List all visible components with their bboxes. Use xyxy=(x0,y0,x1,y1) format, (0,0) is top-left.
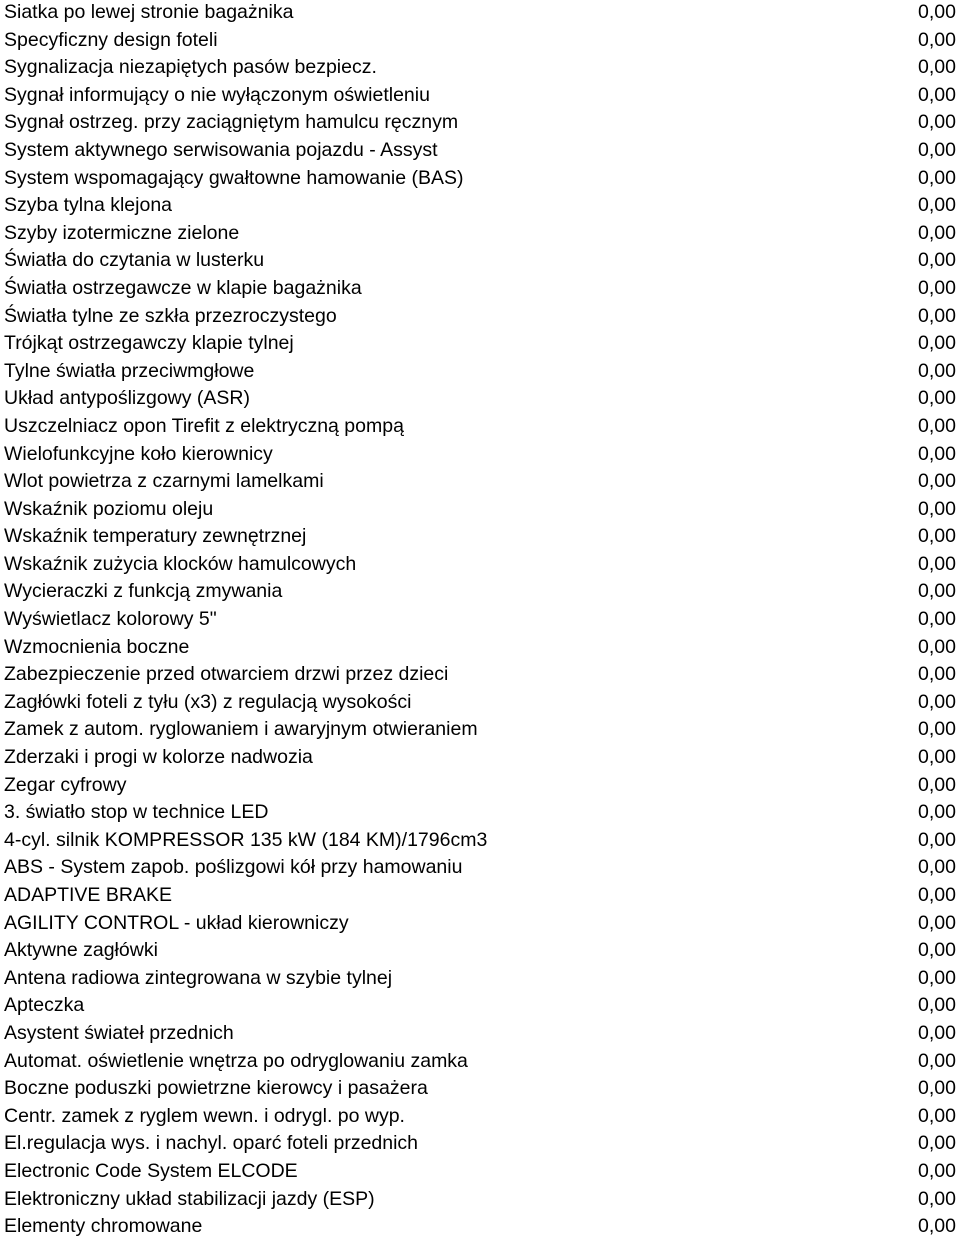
item-label: Siatka po lewej stronie bagażnika xyxy=(4,1,294,23)
item-price: 0,00 xyxy=(918,718,956,741)
item-label: Tylne światła przeciwmgłowe xyxy=(4,359,255,382)
item-label: Zagłówki foteli z tyłu (x3) z regulacją wysokości xyxy=(4,690,412,713)
item-label: Wielofunkcyjne koło kierownicy xyxy=(4,442,273,465)
item-price: 0,00 xyxy=(918,414,956,437)
item-price: 0,00 xyxy=(918,690,956,713)
list-item xyxy=(0,911,960,939)
list-item xyxy=(0,662,960,690)
list-item xyxy=(0,55,960,83)
list-item xyxy=(0,552,960,580)
item-price: 0,00 xyxy=(918,1049,956,1072)
item-label: Szyba tylna klejona xyxy=(4,194,173,217)
list-item xyxy=(0,773,960,801)
item-label: Światła do czytania w lusterku xyxy=(4,249,265,272)
item-price: 0,00 xyxy=(918,111,956,134)
list-item xyxy=(0,0,960,28)
item-label: Wskaźnik poziomu oleju xyxy=(4,497,214,520)
item-label: Elementy chromowane xyxy=(4,1215,203,1238)
item-label: Aktywne zagłówki xyxy=(4,939,158,962)
list-item xyxy=(0,828,960,856)
item-label: Electronic Code System ELCODE xyxy=(4,1159,298,1182)
list-item xyxy=(0,28,960,56)
item-price: 0,00 xyxy=(918,1104,956,1127)
list-item xyxy=(0,442,960,470)
item-price: 0,00 xyxy=(918,608,956,631)
item-price: 0,00 xyxy=(918,773,956,796)
item-price: 0,00 xyxy=(918,1215,956,1238)
item-label: El.regulacja wys. i nachyl. oparć foteli przednich xyxy=(4,1132,419,1155)
item-price: 0,00 xyxy=(918,552,956,575)
item-label: Układ antypoślizgowy (ASR) xyxy=(4,387,251,410)
list-item xyxy=(0,497,960,525)
list-item xyxy=(0,690,960,718)
item-price: 0,00 xyxy=(918,663,956,686)
item-label: Światła ostrzegawcze w klapie bagażnika xyxy=(4,276,362,299)
item-price: 0,00 xyxy=(918,56,956,79)
list-item xyxy=(0,248,960,276)
list-item xyxy=(0,966,960,994)
item-label: Wlot powietrza z czarnymi lamelkami xyxy=(4,470,324,493)
item-price: 0,00 xyxy=(918,359,956,382)
item-price: 0,00 xyxy=(918,856,956,879)
item-label: System wspomagający gwałtowne hamowanie (BAS) xyxy=(4,166,464,189)
item-label: Boczne poduszki powietrzne kierowcy i pasażera xyxy=(4,1077,428,1100)
item-label: Wskaźnik zużycia klocków hamulcowych xyxy=(4,552,357,575)
item-label: Asystent świateł przednich xyxy=(4,1021,234,1044)
list-item xyxy=(0,607,960,635)
list-item xyxy=(0,138,960,166)
item-price: 0,00 xyxy=(918,1159,956,1182)
list-item xyxy=(0,1021,960,1049)
item-price: 0,00 xyxy=(918,635,956,658)
item-label: Apteczka xyxy=(4,994,85,1017)
item-label: ABS - System zapob. poślizgowi kół przy hamowaniu xyxy=(4,856,463,879)
item-label: Sygnał ostrzeg. przy zaciągniętym hamulcu ręcznym xyxy=(4,111,459,134)
item-label: Uszczelniacz opon Tirefit z elektryczną pompą xyxy=(4,414,404,437)
item-price: 0,00 xyxy=(918,1021,956,1044)
item-price: 0,00 xyxy=(918,166,956,189)
item-price: 0,00 xyxy=(918,884,956,906)
item-price: 0,00 xyxy=(918,1187,956,1210)
item-label: Zamek z autom. ryglowaniem i awaryjnym otwieraniem xyxy=(4,718,478,741)
item-price: 0,00 xyxy=(918,828,956,851)
list-item xyxy=(0,110,960,138)
list-item xyxy=(0,359,960,387)
item-label: Wyświetlacz kolorowy 5" xyxy=(4,608,217,631)
item-price: 0,00 xyxy=(918,332,956,355)
item-price: 0,00 xyxy=(918,194,956,217)
list-item xyxy=(0,1104,960,1132)
item-label: Sygnalizacja niezapiętych pasów bezpiecz. xyxy=(4,56,377,79)
list-item xyxy=(0,993,960,1021)
item-price: 0,00 xyxy=(918,138,956,161)
item-label: ADAPTIVE BRAKE xyxy=(4,884,172,906)
item-price: 0,00 xyxy=(918,304,956,327)
item-price: 0,00 xyxy=(918,83,956,106)
list-item xyxy=(0,1159,960,1187)
list-item xyxy=(0,331,960,359)
list-item xyxy=(0,1187,960,1215)
list-item xyxy=(0,855,960,883)
list-item xyxy=(0,800,960,828)
item-price: 0,00 xyxy=(918,28,956,51)
item-label: Antena radiowa zintegrowana w szybie tylnej xyxy=(4,966,393,989)
list-item xyxy=(0,276,960,304)
item-price: 0,00 xyxy=(918,276,956,299)
item-label: Szyby izotermiczne zielone xyxy=(4,221,240,244)
item-price: 0,00 xyxy=(918,911,956,934)
list-item xyxy=(0,166,960,194)
item-label: 4-cyl. silnik KOMPRESSOR 135 kW (184 KM)/1796cm3 xyxy=(4,828,488,851)
item-price: 0,00 xyxy=(918,994,956,1017)
item-price: 0,00 xyxy=(918,939,956,962)
list-item xyxy=(0,883,960,911)
item-price: 0,00 xyxy=(918,470,956,493)
list-item xyxy=(0,717,960,745)
item-label: System aktywnego serwisowania pojazdu - Assyst xyxy=(4,138,438,161)
item-label: Centr. zamek z ryglem wewn. i odrygl. po wyp. xyxy=(4,1104,405,1127)
list-item xyxy=(0,938,960,966)
list-item xyxy=(0,386,960,414)
item-price: 0,00 xyxy=(918,442,956,465)
item-label: Automat. oświetlenie wnętrza po odryglowaniu zamka xyxy=(4,1049,468,1072)
item-price: 0,00 xyxy=(918,966,956,989)
list-item xyxy=(0,745,960,773)
list-item xyxy=(0,524,960,552)
item-label: Sygnał informujący o nie wyłączonym oświetleniu xyxy=(4,83,430,106)
list-item xyxy=(0,414,960,442)
item-price: 0,00 xyxy=(918,1132,956,1155)
item-label: Zegar cyfrowy xyxy=(4,773,127,796)
list-item xyxy=(0,1214,960,1242)
list-item xyxy=(0,83,960,111)
item-label: Światła tylne ze szkła przezroczystego xyxy=(4,304,337,327)
item-label: Trójkąt ostrzegawczy klapie tylnej xyxy=(4,332,294,355)
item-label: Zabezpieczenie przed otwarciem drzwi przez dzieci xyxy=(4,663,449,686)
item-price: 0,00 xyxy=(918,746,956,769)
item-price: 0,00 xyxy=(918,525,956,548)
list-item xyxy=(0,304,960,332)
list-item xyxy=(0,1131,960,1159)
item-label: AGILITY CONTROL - układ kierowniczy xyxy=(4,911,349,934)
item-label: 3. światło stop w technice LED xyxy=(4,801,269,824)
item-label: Wzmocnienia boczne xyxy=(4,635,190,658)
list-item xyxy=(0,1076,960,1104)
item-label: Elektroniczny układ stabilizacji jazdy (ESP) xyxy=(4,1187,375,1210)
list-item xyxy=(0,635,960,663)
item-price: 0,00 xyxy=(918,1,956,23)
list-item xyxy=(0,193,960,221)
item-price: 0,00 xyxy=(918,801,956,824)
list-item xyxy=(0,469,960,497)
list-item xyxy=(0,221,960,249)
item-label: Wskaźnik temperatury zewnętrznej xyxy=(4,525,307,548)
item-price: 0,00 xyxy=(918,387,956,410)
item-price: 0,00 xyxy=(918,249,956,272)
item-price: 0,00 xyxy=(918,497,956,520)
item-price: 0,00 xyxy=(918,221,956,244)
item-label: Specyficzny design foteli xyxy=(4,28,218,51)
item-label: Zderzaki i progi w kolorze nadwozia xyxy=(4,746,313,769)
list-item xyxy=(0,1049,960,1077)
item-price: 0,00 xyxy=(918,1077,956,1100)
item-label: Wycieraczki z funkcją zmywania xyxy=(4,580,283,603)
list-item xyxy=(0,579,960,607)
item-price: 0,00 xyxy=(918,580,956,603)
